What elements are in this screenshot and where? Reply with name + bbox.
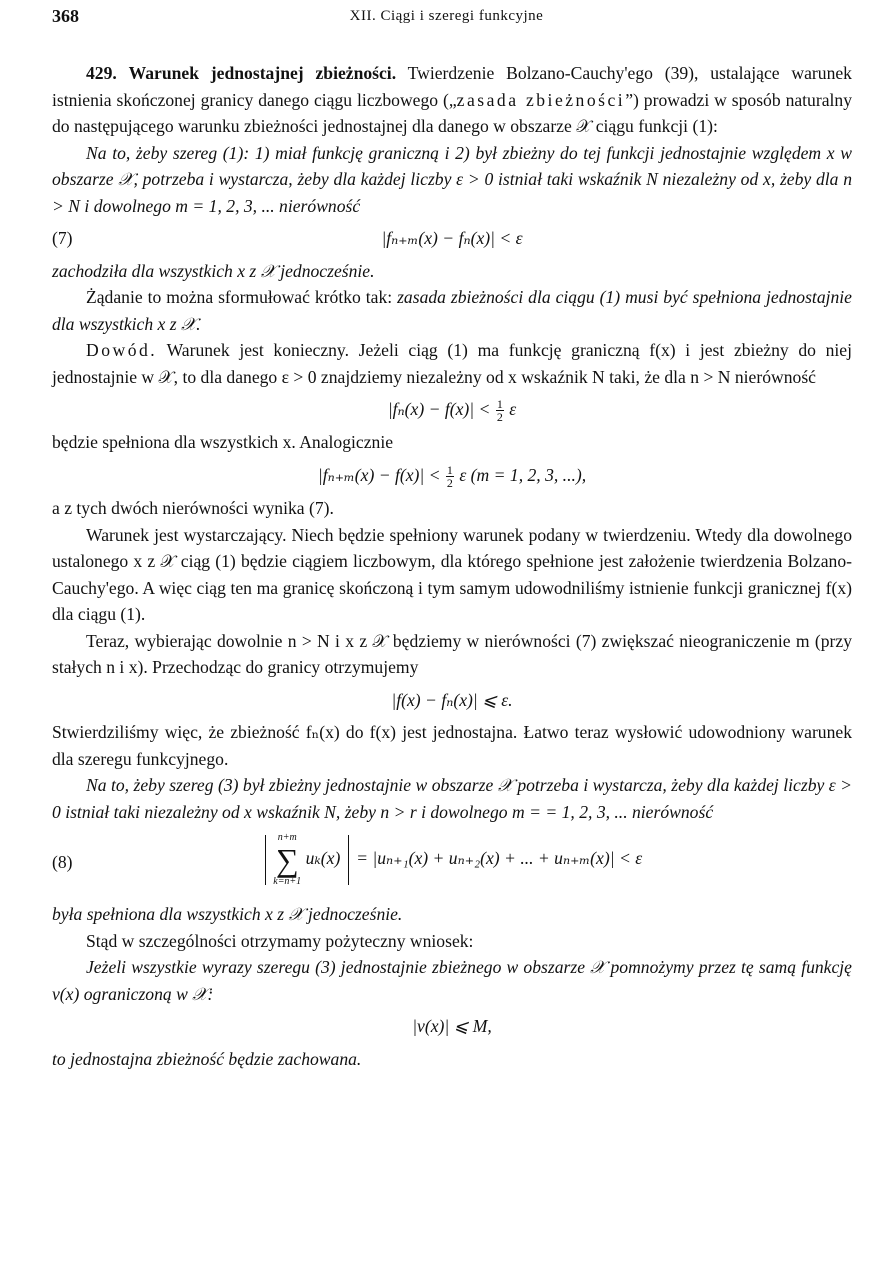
equation-tag: (8) (52, 852, 73, 873)
corollary: Jeżeli wszystkie wyrazy szeregu (3) jednostajnie zbieżnego w obszarze 𝒳 pomnożymy przez tę samą funkcję v(x) ograniczoną w 𝒳: (52, 957, 852, 1004)
paragraph-3: Stąd w szczególności otrzymamy pożyteczny wniosek: (86, 930, 474, 951)
proof-necessity: Dowód. Warunek jest konieczny. Jeżeli ciąg (1) ma funkcję graniczną f(x) i jest zbieżny do niej jednostajnie w 𝒳, to dla danego ε > 0 znajdziemy niezależny od x wskaźnik N taki, że dla n > N nierówność (52, 340, 852, 387)
equation-tag: (7) (52, 228, 73, 248)
equation-a: |fₙ(x) − f(x)| < $\frac{1}{2}$ ε (387, 397, 517, 425)
paragraph-2: Żądanie to można sformułować krótko tak: zasada zbieżności dla ciągu (1) musi być spełniona jednostajnie dla wszystkich x z 𝒳. (52, 287, 852, 334)
theorem-2-end: była spełniona dla wszystkich x z 𝒳 jednocześnie. (52, 904, 403, 925)
theorem-2: Na to, żeby szereg (3) był zbieżny jednostajnie w obszarze 𝒳 potrzeba i wystarcza, żeby dla każdej liczby ε > 0 istniał taki niezależny od x wskaźnik N, żeby n > r i dowolnego m = = 1, 2, 3, ... nierówność (52, 775, 852, 822)
corollary-end: to jednostajna zbieżność będzie zachowana. (52, 1048, 362, 1069)
equation-c: |f(x) − fₙ(x)| ⩽ ε. (391, 689, 513, 710)
running-title: XII. Ciągi i szeregi funkcyjne (349, 8, 544, 24)
proof-text-6: Stwierdziliśmy więc, że zbieżność fₙ(x) do f(x) jest jednostajna. Łatwo teraz wysłowić udowodniony warunek dla szeregu funkcyjnego. (52, 722, 852, 769)
proof-text-3: a z tych dwóch nierówności wynika (7). (52, 498, 334, 519)
section-title: Warunek jednostajnej zbieżności. (128, 63, 397, 83)
theorem-1-end: zachodziła dla wszystkich x z 𝒳 jednocześnie. (52, 260, 375, 281)
proof-sufficiency: Warunek jest wystarczający. Niech będzie spełniony warunek podany w twierdzeniu. Wtedy dla dowolnego ustalonego x z 𝒳 ciąg (1) będzie ciągiem liczbowym, dla którego spełnione jest założenie twierdzenia Bolzano-Cauchy'ego. A więc ciąg ten ma granicę skończoną i tym samym udowodniliśmy istnienie funkcji granicznej f(x) dla ciągu (1). (52, 524, 852, 625)
theorem-1: Na to, żeby szereg (1): 1) miał funkcję graniczną i 2) był zbieżny do tej funkcji jednostajnie względem x w obszarze 𝒳, potrzeba i wystarcza, żeby dla każdej liczby ε > 0 istniał taki wskaźnik N niezależny od x, żeby dla n > N i dowolnego m = 1, 2, 3, ... nierówność (52, 142, 852, 216)
fraction-half: $\frac{1}{2}$ (446, 463, 453, 491)
proof-label: Dowód. (86, 340, 158, 360)
page-number: 368 (52, 6, 79, 26)
equation-7: (7) |fₙ₊ₘ(x) − fₙ(x)| < ε (52, 225, 852, 252)
summation: n+m ∑ k=n+1 (273, 832, 302, 888)
proof-text-2: będzie spełniona dla wszystkich x. Analogicznie (52, 432, 394, 453)
section-number: 429. (86, 63, 117, 83)
section-intro: 429. Warunek jednostajnej zbieżności. Twierdzenie Bolzano-Cauchy'ego (39), ustalające warunek istnienia skończonej granicy danego ciągu liczbowego („zasada zbieżności”) prowadzi w sposób naturalny do następującego warunku zbieżności jednostajnej dla danego w obszarze 𝒳 ciągu funkcji (1): (52, 63, 853, 136)
equation-8: (8) n+m ∑ k=n+1 uₖ(x) = |uₙ₊₁(x) + uₙ₊₂(x) + ... + uₙ₊ₘ(x)| < ε (52, 832, 643, 888)
equation-b: |fₙ₊ₘ(x) − f(x)| < $\frac{1}{2}$ ε (m = 1, 2, 3, ...), (317, 463, 587, 491)
proof-text-5: Teraz, wybierając dowolnie n > N i x z 𝒳 będziemy w nierówności (7) zwiększać nieograniczenie m (przy stałych n i x). Przechodząc do granicy otrzymujemy (52, 630, 852, 678)
fraction-half: $\frac{1}{2}$ (496, 397, 503, 425)
page-header (52, 6, 841, 30)
page-body (52, 60, 852, 1072)
equation-d: |v(x)| ⩽ M, (412, 1016, 492, 1037)
